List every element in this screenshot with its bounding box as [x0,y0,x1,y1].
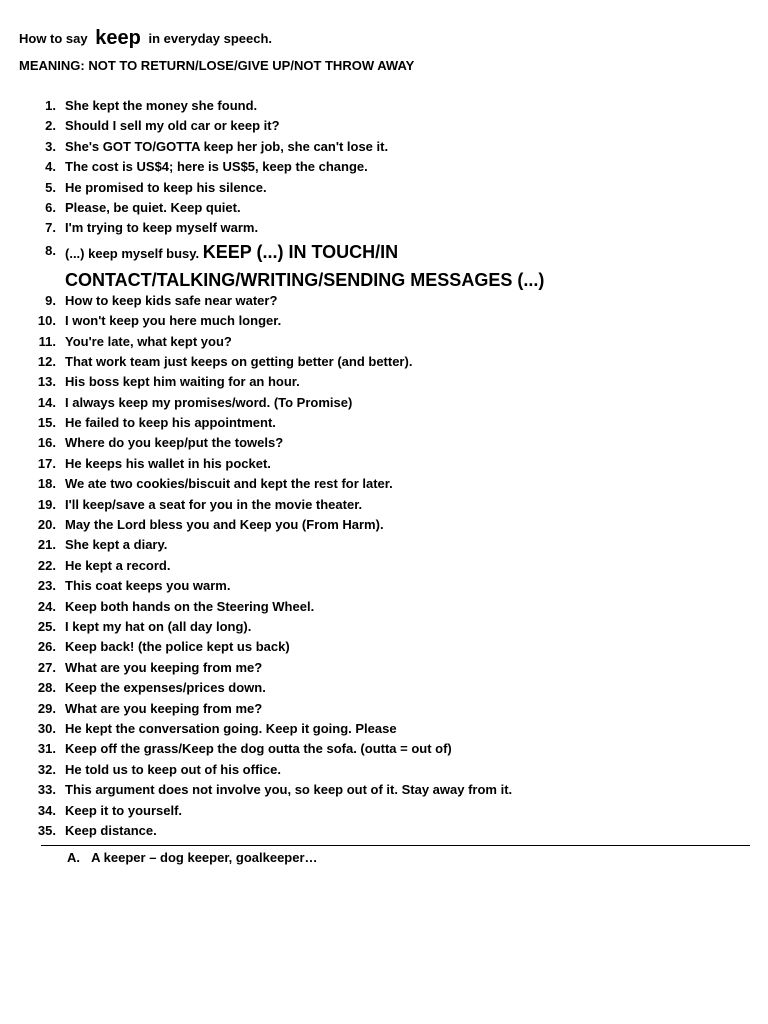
list-item-text: Keep off the grass/Keep the dog outta the sofa. (outta = out of) [65,741,452,757]
list-item [0,291,768,311]
list-item-number: 29. [37,700,56,716]
list-item-number: 33. [37,782,56,798]
list-item [0,760,768,780]
sub-item-text: A keeper – dog keeper, goalkeeper… [91,850,318,865]
list-item [0,372,768,392]
list-item [0,96,768,116]
title-suffix: in everyday speech. [148,31,273,46]
list-item [0,739,768,759]
list-item-number: 34. [37,802,56,818]
list-item-text: Where do you keep/put the towels? [65,435,284,451]
list-item-number: 27. [37,659,56,675]
list-item-text-small: (...) keep myself busy. [65,245,200,261]
list-item-number: 1. [45,98,56,113]
list-item-number: 7. [45,220,56,236]
list-item-text: We ate two cookies/biscuit and kept the rest for later. [65,476,393,492]
list-item-text: I always keep my promises/word. (To Promise) [65,394,353,410]
list-item [0,157,768,177]
list-item-number: 23. [37,578,56,594]
meaning-line: MEANING: NOT TO RETURN/LOSE/GIVE UP/NOT THROW AWAY [19,58,415,73]
list-item [0,178,768,198]
list-item-number: 16. [37,435,56,451]
title-keyword: keep [95,27,141,49]
list-item [0,597,768,617]
list-item-text: He promised to keep his silence. [65,179,267,195]
list-item-text: I'll keep/save a seat for you in the movie theater. [65,496,363,512]
list-item-text: Keep the expenses/prices down. [65,680,266,696]
list-item-text: You're late, what kept you? [65,333,232,349]
list-item-number: 9. [45,292,56,308]
list-item-text-large: CONTACT/TALKING/WRITING/SENDING MESSAGES (...) [65,269,545,290]
list-item-number: 30. [37,720,56,736]
list-item-number: 25. [37,618,56,634]
list-item-text: He keeps his wallet in his pocket. [65,455,271,471]
list-item [0,198,768,218]
list-item [0,780,768,800]
list-item-text: He failed to keep his appointment. [65,415,276,431]
list-item-number: 8. [45,242,56,258]
list-item [0,495,768,515]
list-item-number: 6. [45,199,56,215]
list-item [0,454,768,474]
list-item-text: How to keep kids safe near water? [65,292,278,308]
list-item-text: His boss kept him waiting for an hour. [65,374,300,390]
list-item-text: She's GOT TO/GOTTA keep her job, she can't lose it. [65,138,389,154]
list-item-text: That work team just keeps on getting better (and better). [65,353,413,369]
list-item-text: This argument does not involve you, so keep out of it. Stay away from it. [65,782,513,798]
list-item-number: 19. [37,496,56,512]
list-item-number: 32. [37,761,56,777]
list-item [0,311,768,331]
list-item-number: 11. [38,333,56,349]
list-item-number: 22. [37,557,56,573]
list-item-text: She kept the money she found. [65,98,258,113]
list-item-number: 12. [37,353,56,369]
list-item [0,535,768,555]
list-item-text [65,239,544,295]
list-item-number: 13. [37,374,56,390]
sub-item [67,850,318,865]
list-item-text: Keep both hands on the Steering Wheel. [65,598,315,614]
list-item-number: 5. [45,179,56,195]
title-prefix: How to say [19,31,88,46]
list-item [0,678,768,698]
list-item [0,239,768,291]
list-item-number: 2. [45,118,56,134]
list-item [0,556,768,576]
list-item-number: 3. [45,138,56,154]
list-item-text: Keep it to yourself. [65,802,183,818]
list-item-number: 18. [37,476,56,492]
list-item-text: I kept my hat on (all day long). [65,618,252,634]
list-item-number: 28. [37,680,56,696]
list-item-number: 21. [37,537,56,553]
list-item [0,352,768,372]
list-item [0,332,768,352]
list-item-text: Should I sell my old car or keep it? [65,118,280,134]
list-item [0,137,768,157]
list-item-text: She kept a diary. [65,537,168,553]
list-item [0,474,768,494]
list-item [0,413,768,433]
list-item-number: 17. [37,455,56,471]
list-item-number: 31. [37,741,56,757]
list-item-text: The cost is US$4; here is US$5, keep the change. [65,159,368,175]
example-list [0,96,768,841]
document-title [19,27,272,50]
list-item-text: I'm trying to keep myself warm. [65,220,259,236]
list-item-number: 24. [37,598,56,614]
list-item-number: 4. [45,159,56,175]
list-item [0,658,768,678]
list-item [0,637,768,657]
list-item-text: I won't keep you here much longer. [65,313,282,329]
list-item [0,617,768,637]
list-item [0,218,768,238]
list-item-number: 20. [37,517,56,533]
list-item-number: 14. [37,394,56,410]
list-item-number: 26. [37,639,56,655]
list-item [0,801,768,821]
list-item-text: Keep back! (the police kept us back) [65,639,290,655]
list-item-text: Please, be quiet. Keep quiet. [65,199,241,215]
sub-item-label: A. [67,850,80,865]
list-item-text: Keep distance. [65,822,157,838]
list-item-text: What are you keeping from me? [65,659,263,675]
list-item [0,821,768,841]
list-item [0,433,768,453]
list-item-text: He told us to keep out of his office. [65,761,281,777]
list-item-text-large: KEEP (...) IN TOUCH/IN [202,241,399,262]
list-item-number: 35. [37,822,56,838]
list-item-number: 10. [37,313,56,329]
list-item-text: This coat keeps you warm. [65,578,231,594]
list-item [0,719,768,739]
horizontal-rule [41,845,750,846]
list-item-number: 15. [37,415,56,431]
list-item-text: May the Lord bless you and Keep you (From Harm). [65,517,384,533]
list-item [0,576,768,596]
list-item-text: What are you keeping from me? [65,700,263,716]
list-item-text: He kept the conversation going. Keep it going. Please [65,720,397,736]
list-item-text: He kept a record. [65,557,171,573]
list-item [0,515,768,535]
list-item [0,699,768,719]
list-item [0,393,768,413]
list-item [0,116,768,136]
